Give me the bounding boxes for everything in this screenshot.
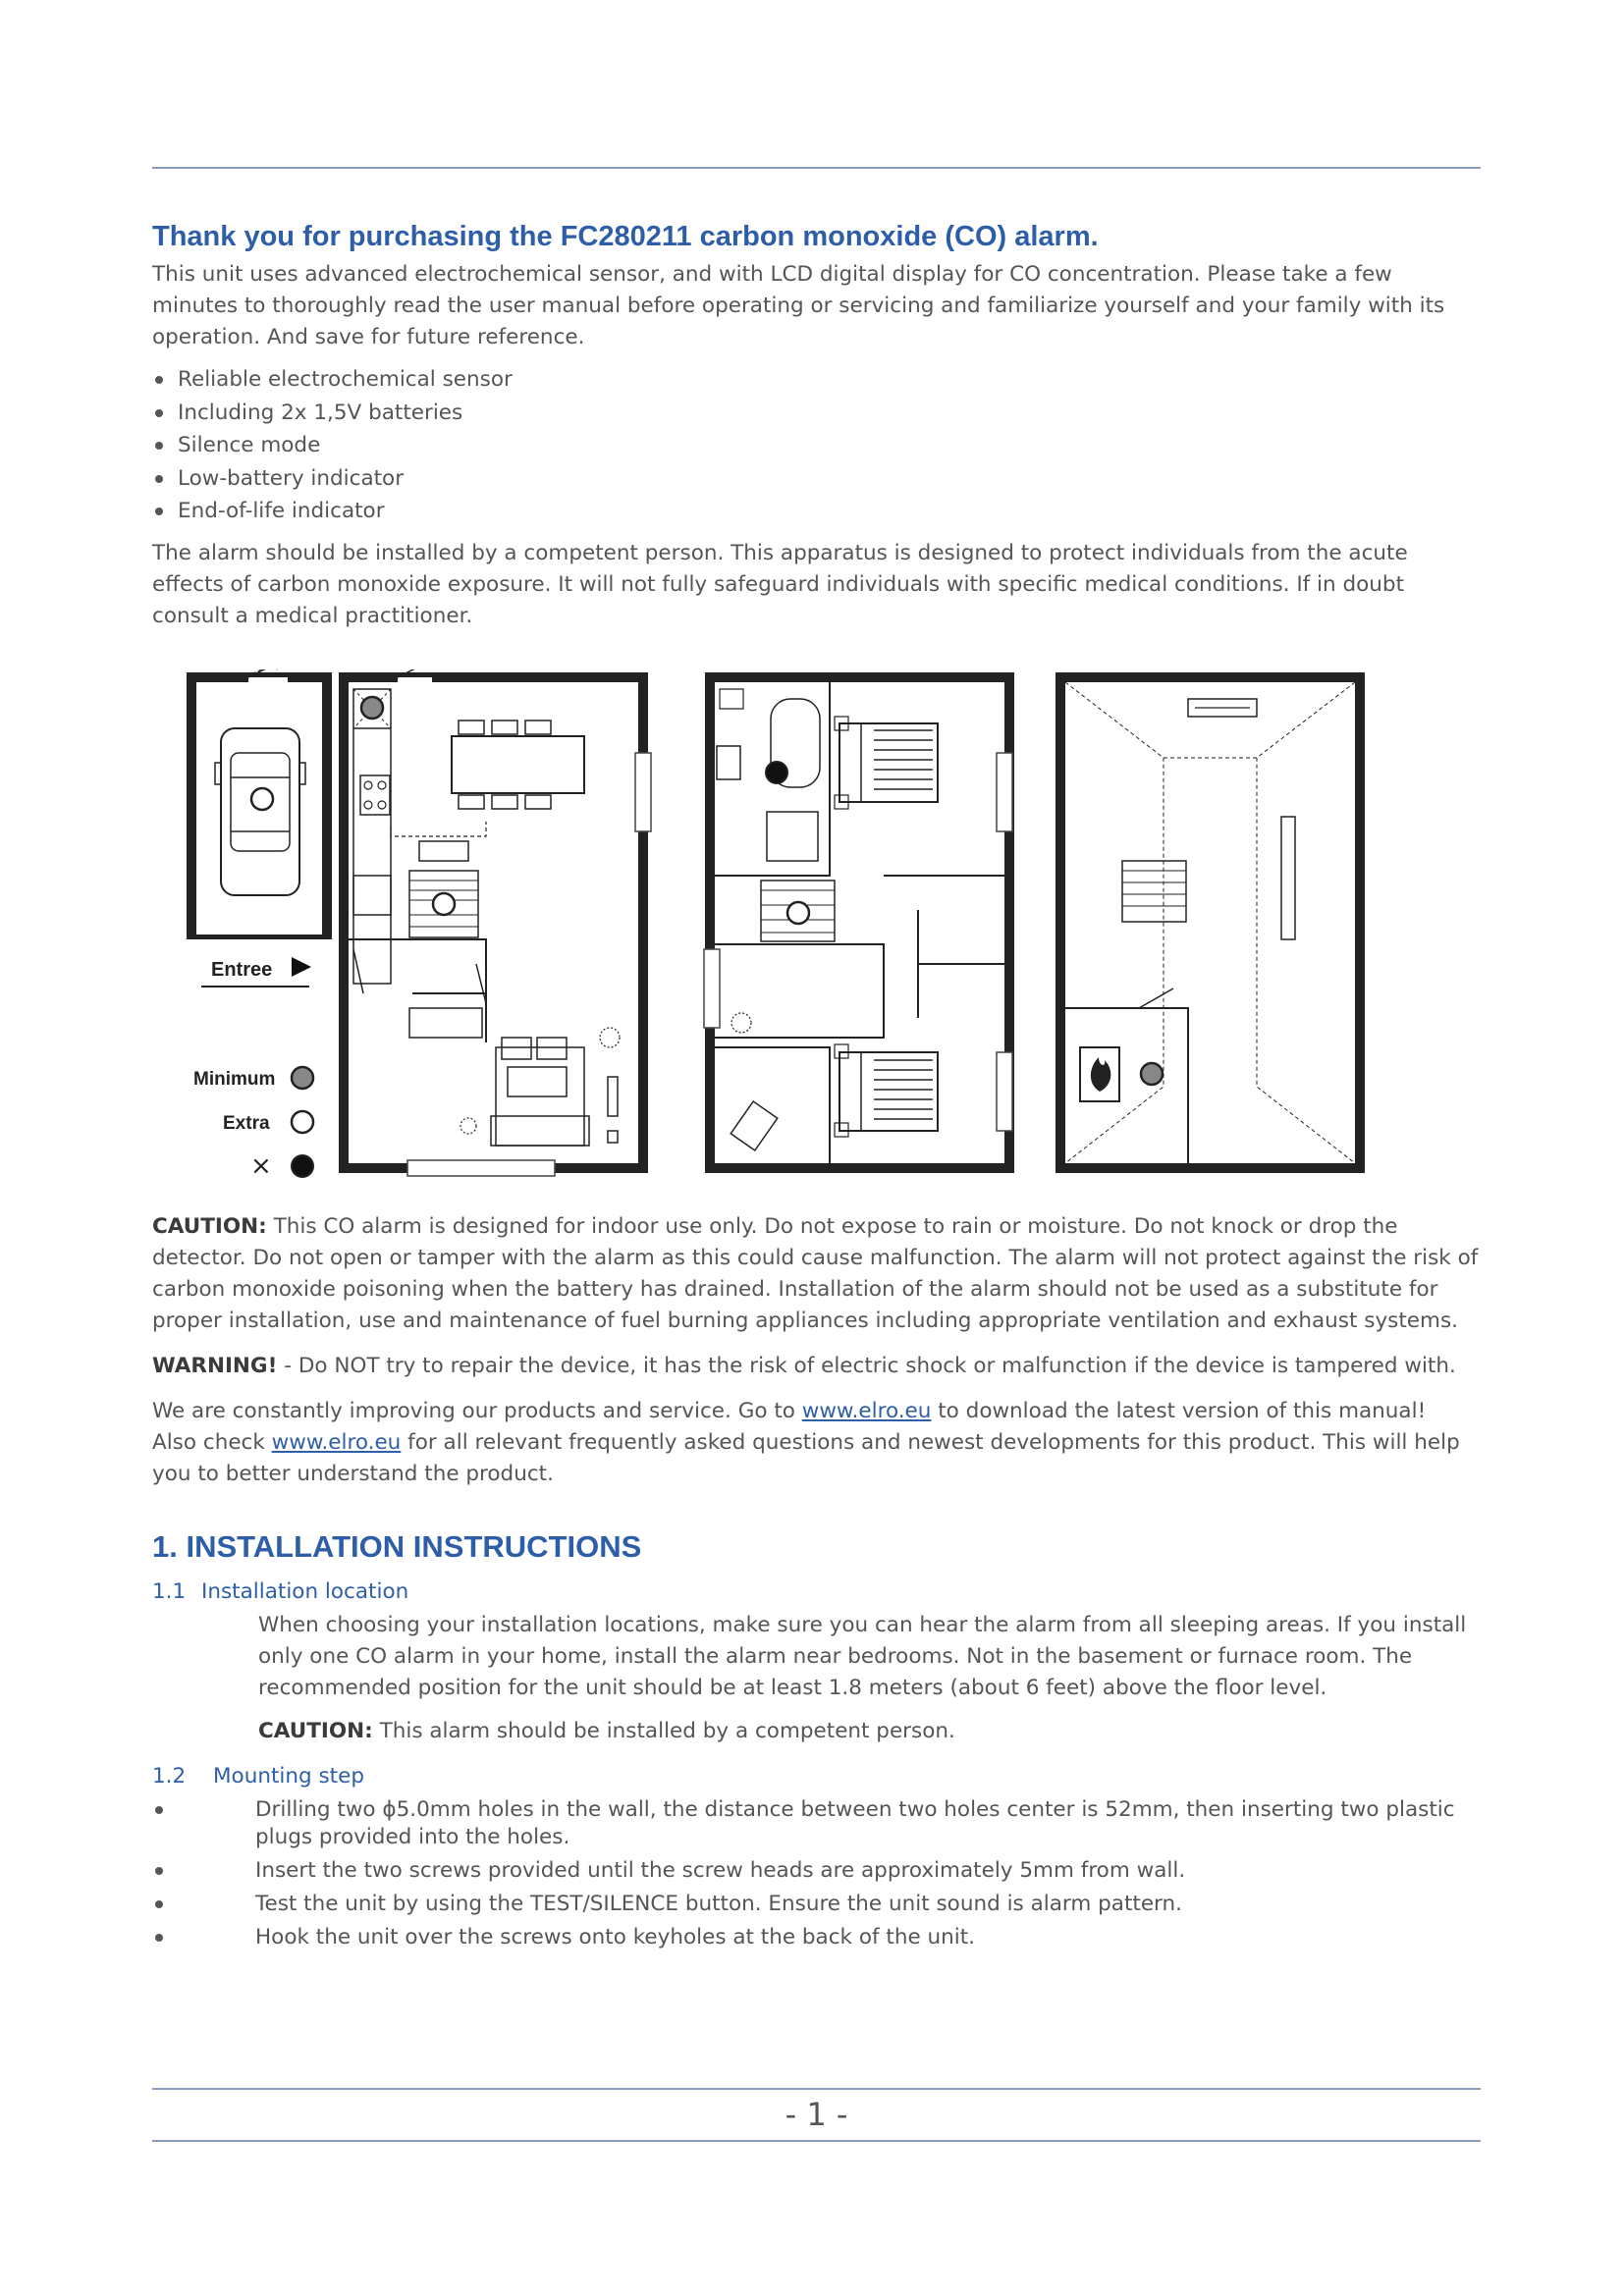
bullet-icon	[155, 1934, 163, 1942]
footer-rule-bottom	[152, 2140, 1481, 2142]
bullet-icon	[155, 507, 163, 515]
entree-arrow-icon	[292, 957, 311, 977]
list-item: Test the unit by using the TEST/SILENCE button. Ensure the unit sound is alarm pattern.	[152, 1891, 1483, 1918]
bathroom-co-x	[766, 762, 787, 783]
subsection-heading-mounting: 1.2 Mounting step	[152, 1763, 364, 1789]
entree-label: Entree	[211, 958, 273, 981]
legend-extra-icon	[292, 1111, 313, 1133]
kitchen-co-minimum	[361, 697, 383, 719]
bullet-icon	[155, 1806, 163, 1814]
spacer	[152, 1382, 1483, 1396]
legend-minimum-icon	[292, 1067, 313, 1089]
legend-x-label: ×	[250, 1150, 272, 1181]
ground-floor-plan	[344, 669, 651, 1176]
elro-link[interactable]: www.elro.eu	[801, 1398, 932, 1423]
bullet-icon	[155, 442, 163, 450]
bullet-icon	[155, 1867, 163, 1875]
list-item: End-of-life indicator	[152, 495, 1483, 528]
location-caution: CAUTION: This alarm should be installed by a competent person.	[258, 1718, 955, 1743]
garage-co-extra	[251, 788, 273, 810]
elro-faq-link[interactable]: www.elro.eu	[271, 1429, 402, 1455]
legend-minimum-label: Minimum	[193, 1068, 276, 1090]
stairs-co-extra	[787, 902, 809, 924]
header-rule	[152, 167, 1481, 169]
page-content	[152, 218, 1483, 1957]
location-block	[152, 1610, 1483, 1747]
list-item: Low-battery indicator	[152, 462, 1483, 496]
feature-list	[152, 363, 1483, 528]
list-item: Reliable electrochemical sensor	[152, 363, 1483, 397]
bullet-icon	[155, 1900, 163, 1908]
legend-x-icon	[292, 1155, 313, 1177]
first-floor-plan	[704, 677, 1012, 1168]
location-text: When choosing your installation locations, make sure you can hear the alarm from all sleeping areas. If you install only one CO alarm in your home, install the alarm near bedrooms. Not in the basement or furnace room. The recommended position for the unit should be at least 1.8 meters (about 6 feet) above the floor level.	[258, 1612, 1467, 1700]
floor-plan-illustration	[152, 669, 1483, 1190]
floor-plan-figure	[152, 669, 1483, 1190]
list-item: Drilling two ϕ5.0mm holes in the wall, the distance between two holes center is 52mm, then inserting two plastic plugs provided into the holes.	[152, 1796, 1483, 1851]
hall-co-extra	[433, 893, 455, 915]
footer-rule-top	[152, 2088, 1481, 2090]
attic-co-minimum	[1141, 1063, 1163, 1085]
spacer	[152, 1337, 1483, 1351]
page-number: - 1 -	[785, 2096, 848, 2133]
bullet-icon	[155, 409, 163, 417]
install-note: The alarm should be installed by a competent person. This apparatus is designed to protect individuals from the acute effects of carbon monoxide exposure. It will not fully safeguard individuals with specific medical conditions. If in doubt consult a medical practitioner.	[152, 540, 1408, 628]
subsection-heading-location: 1.1 Installation location	[152, 1578, 409, 1604]
warning-paragraph: WARNING! - Do NOT try to repair the device, it has the risk of electric shock or malfunction if the device is tampered with.	[152, 1353, 1456, 1378]
list-item: Hook the unit over the screws onto keyholes at the back of the unit.	[152, 1924, 1483, 1951]
mounting-steps	[152, 1796, 1483, 1951]
list-item: Silence mode	[152, 429, 1483, 462]
caution-paragraph: CAUTION: This CO alarm is designed for indoor use only. Do not expose to rain or moisture. Do not knock or drop the detector. Do not open or tamper with the alarm as this could cause malfunction. The alarm will not protect against the risk of carbon monoxide poisoning when the battery has drained. Installation of the alarm should not be used as a substitute for proper installation, use and maintenance of fuel burning appliances including appropriate ventilation and exhaust systems.	[152, 1213, 1479, 1333]
intro-paragraph: This unit uses advanced electrochemical sensor, and with LCD digital display for CO concentration. Please take a few minutes to thoroughly read the user manual before operating or servicing and familiarize yourself and your family with its operation. And save for future reference.	[152, 262, 1445, 349]
improve-paragraph: We are constantly improving our products and service. Go to www.elro.eu to download the latest version of this manual! Also check www.elro.eu for all relevant frequently asked questions and newest developments for this product. This will help you to better understand the product.	[152, 1398, 1460, 1486]
legend-extra-label: Extra	[223, 1112, 270, 1134]
list-item: Insert the two screws provided until the screw heads are approximately 5mm from wall.	[152, 1857, 1483, 1885]
intro-title: Thank you for purchasing the FC280211 carbon monoxide (CO) alarm.	[152, 221, 1099, 252]
section-heading-installation: 1. INSTALLATION INSTRUCTIONS	[152, 1528, 642, 1564]
caution-label: CAUTION:	[152, 1213, 267, 1239]
bullet-icon	[155, 475, 163, 483]
bullet-icon	[155, 376, 163, 384]
attic-plan	[1060, 677, 1360, 1168]
warning-label: WARNING!	[152, 1353, 278, 1378]
list-item: Including 2x 1,5V batteries	[152, 397, 1483, 430]
